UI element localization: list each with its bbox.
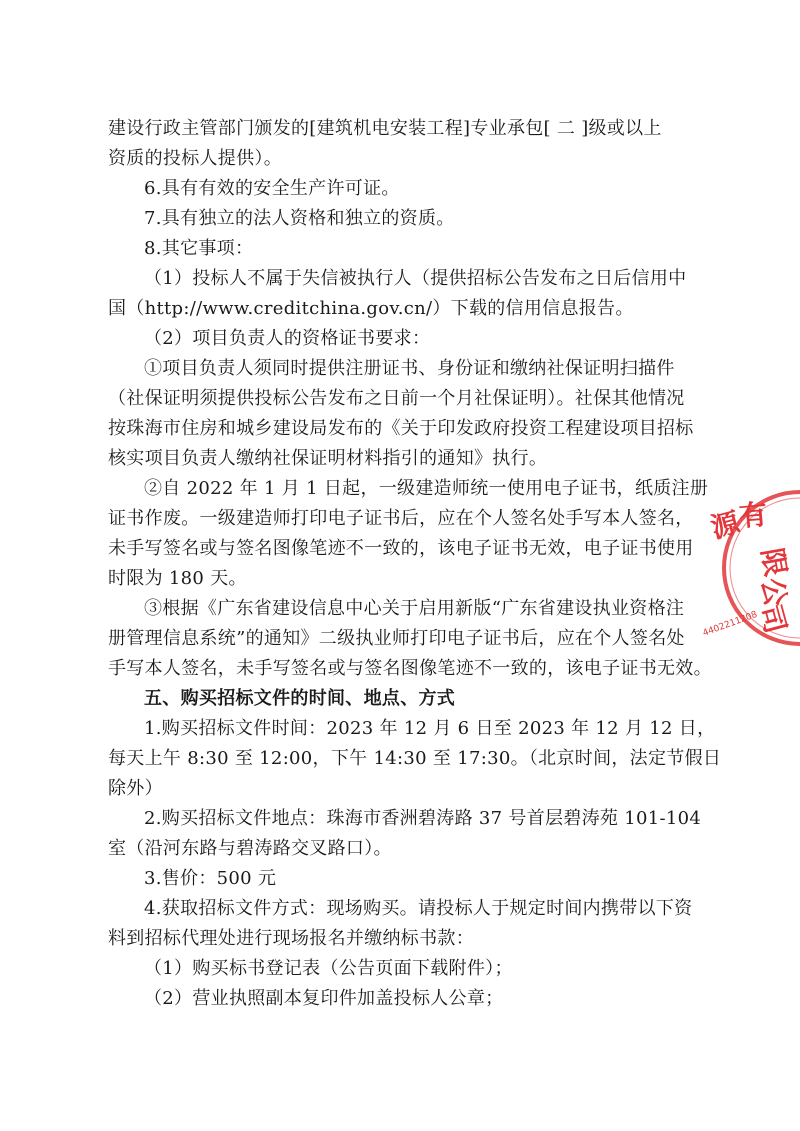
seal-char: 公 (755, 575, 793, 609)
text-line: （2）项目负责人的资格证书要求： (144, 328, 431, 349)
text-line: 手写本人签名，未手写签名或与签名图像笔迹不一致的，该电子证书无效。 (108, 658, 712, 679)
text-line: 料到招标代理处进行现场报名并缴纳标书款： (108, 928, 474, 949)
text-line: 7.具有独立的法人资格和独立的资质。 (144, 208, 455, 229)
seal-char: 限 (755, 545, 793, 579)
text-line: （社保证明须提供投标公告发布之日前一个月社保证明）。社保其他情况 (108, 388, 685, 409)
text-line: 室（沿河东路与碧涛路交叉路口）。 (108, 838, 392, 859)
text-line: 2.购买招标文件地点：珠海市香洲碧涛路 37 号首层碧涛苑 101-104 (144, 808, 702, 829)
text-line: 时限为 180 天。 (108, 568, 247, 589)
text-line: 1.购买招标文件时间：2023 年 12 月 6 日至 2023 年 12 月 12 日， (144, 718, 716, 739)
text-line: ①项目负责人须同时提供注册证书、身份证和缴纳社保证明扫描件 (144, 358, 675, 379)
text-line: （1）投标人不属于失信被执行人（提供招标公告发布之日后信用中 (144, 268, 687, 289)
text-line: 未手写签名或与签名图像笔迹不一致的，该电子证书无效，电子证书使用 (108, 538, 694, 559)
text-line: 证书作废。一级建造师打印电子证书后，应在个人签名处手写本人签名， (108, 508, 694, 529)
text-line: 每天上午 8:30 至 12:00，下午 14:30 至 17:30。（北京时间，法定节假日 (108, 748, 722, 769)
seal-graphic (700, 488, 800, 648)
text-line: ②自 2022 年 1 月 1 日起，一级建造师统一使用电子证书，纸质注册 (144, 478, 709, 499)
text-line: 6.具有有效的安全生产许可证。 (144, 178, 400, 199)
text-line: （2）营业执照副本复印件加盖投标人公章； (144, 988, 504, 1009)
text-line: 册管理信息系统”的通知》二级执业师打印电子证书后，应在个人签名处 (108, 628, 685, 649)
text-line: 资质的投标人提供）。 (108, 148, 282, 169)
text-line: （1）购买标书登记表（公告页面下载附件）； (144, 958, 513, 979)
seal-char: 源 (707, 505, 743, 545)
text-line: 3.售价：500 元 (144, 868, 277, 889)
text-line: 核实项目负责人缴纳社保证明材料指引的通知》执行。 (108, 448, 548, 469)
text-line: 8.其它事项： (144, 238, 254, 259)
seal-number: 4402211208 (701, 609, 759, 639)
text-line: 国（http://www.creditchina.gov.cn/）下载的信用信息报告。 (108, 298, 634, 319)
text-line: ③根据《广东省建设信息中心关于启用新版“广东省建设执业资格注 (144, 598, 685, 619)
seal-char: 司 (753, 601, 793, 637)
company-seal-stamp (700, 488, 800, 648)
text-line: 建设行政主管部门颁发的[建筑机电安装工程]专业承包[ 二 ]级或以上 (108, 118, 662, 139)
seal-char: 有 (737, 497, 769, 533)
section-heading: 五、购买招标文件的时间、地点、方式 (144, 688, 456, 709)
text-line: 4.获取招标文件方式：现场购买。请投标人于规定时间内携带以下资 (144, 898, 693, 919)
text-line: 按珠海市住房和城乡建设局发布的《关于印发政府投资工程建设项目招标 (108, 418, 694, 439)
text-line: 除外） (108, 778, 163, 799)
